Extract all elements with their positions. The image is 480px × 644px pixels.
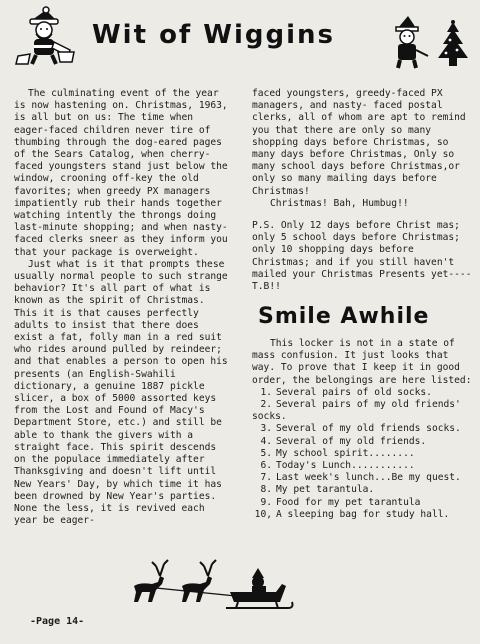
- smile-awhile-section: [252, 338, 476, 521]
- list-item: 7. Last week's lunch...Be my quest.: [260, 472, 461, 484]
- list-item: 10, A sleeping bag for study hall.: [254, 508, 450, 520]
- christmas-tree-icon: [432, 20, 474, 74]
- article-paragraph: Just what is it that prompts these usually normal people to such strange behavior? It's all part of what is known as the spirit of Christmas. This it is that causes perfectly adults to insist that there does exist a fat, folly man in a red suit who rides around pulled by reindeer; and that enables a person to open his presents (an English-Swahili dictionary, a genuine 1887 pickle slicer, a box of 5000 assorted keys from the Lost and Found of Macy's Department Store, etc.) and still be able to thank the givers with a straight face. This spirit descends on the populace immediately after Thanksgiving and doesn't lift until New Years' Day, by which time it has been drowned by New Year's parties. None the less, it is revived each year be eager-: [14, 258, 228, 527]
- locker-list: [252, 387, 476, 521]
- exclamation-line: Christmas! Bah, Humbug!!: [270, 197, 409, 209]
- reindeer-sleigh-icon: [126, 556, 296, 620]
- elf-icon: [386, 16, 430, 70]
- article-paragraph: faced youngsters, greedy-faced PX managers, and nasty- faced postal clerks, all of whom are apt to remind you that there are only so many shopping days before Christmas, so many days before Christmas, Only so many school days before Christmas,or only so many mailing days before Christmas!: [252, 88, 466, 197]
- postscript: P.S. Only 12 days before Christ mas; only 5 school days before Christmas; only 10 shopping days before Christmas; and if you still haven't mailed your Christmas Presents yet----T.B!!: [252, 220, 472, 293]
- page-title: Wit of Wiggins: [92, 20, 336, 50]
- list-item: 5. My school spirit........: [260, 447, 415, 459]
- santa-icon: [12, 6, 82, 70]
- left-column: [14, 88, 228, 527]
- list-item: 9. Food for my pet tarantula: [260, 496, 421, 508]
- list-item: 3. Several of my old friends socks.: [260, 423, 461, 435]
- list-item: 8. My pet tarantula.: [260, 484, 375, 496]
- page-number: -Page 14-: [30, 616, 85, 627]
- right-column: [252, 88, 476, 293]
- article-paragraph: The culminating event of the year is now hastening on. Christmas, 1963, is all but on us: The time when eager-faced children never tire of thumbing through the dog-eared pages of the Sears Catalog, when cherry-faced youngsters stand just below the window, crooning off-key the old favorites; when greedy PX managers impatiently rub their hands together watching intently the throngs doing last-minute shopping; and when nasty-faced clerks sneer as they inform you that your package is overweight.: [14, 88, 228, 258]
- list-item: 1. Several pairs of old socks.: [260, 386, 432, 398]
- list-item: 2. Several pairs of my old friends' socks.: [252, 399, 461, 423]
- list-item: 4. Several of my old friends.: [260, 435, 427, 447]
- smile-intro: This locker is not in a state of mass confusion. It just looks that way. To prove that I keep it in good order, the belongings are here listed:: [252, 338, 472, 386]
- section-title-smile-awhile: Smile Awhile: [258, 304, 430, 329]
- list-item: 6. Today's Lunch...........: [260, 460, 415, 472]
